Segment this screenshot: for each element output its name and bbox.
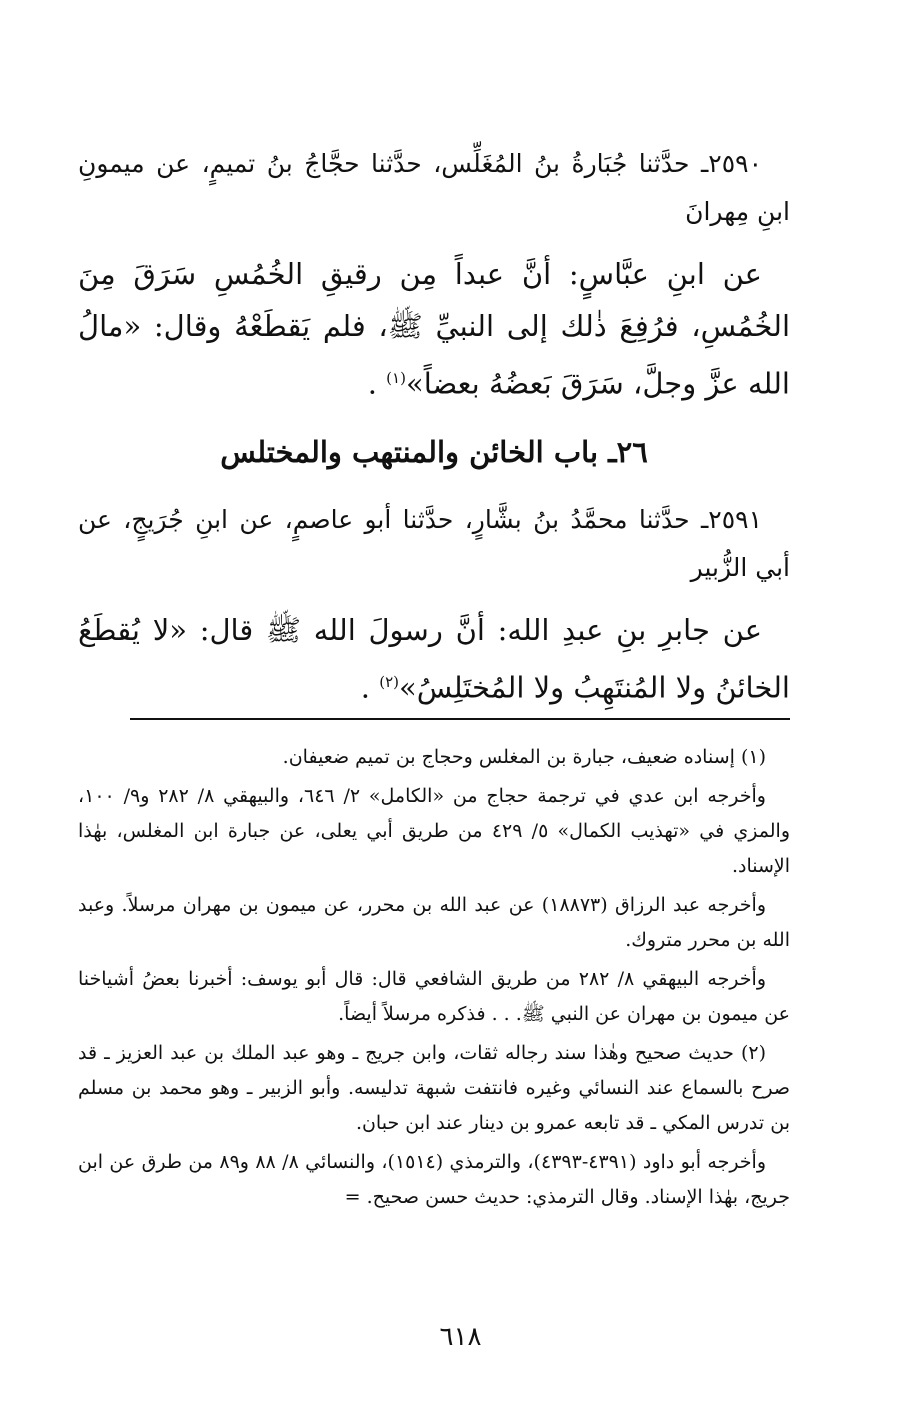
hadith-2590-matn: [78, 248, 790, 410]
hadith-2591-isnad: ٢٥٩١ـ حدَّثنا محمَّدُ بنُ بشَّارٍ، حدَّثنا أبو عاصمٍ، عن ابنِ جُرَيجٍ، عن أبي الزُّبير: [78, 504, 790, 582]
footnote-separator: [130, 718, 790, 720]
footnote-1-main: (١) إسناده ضعيف، جبارة بن المغلس وحجاج بن تميم ضعيفان.: [282, 746, 766, 768]
footnote-1-takhrij-b: وأخرجه عبد الرزاق (١٨٨٧٣) عن عبد الله بن محرر، عن ميمون بن مهران مرسلاً. وعبد الله بن محرر متروك.: [78, 894, 790, 951]
footnote-ref-1[interactable]: (١): [386, 369, 406, 387]
footnotes-section: [78, 740, 790, 1219]
footnote-2-takhrij: وأخرجه أبو داود (٤٣٩١-٤٣٩٣)، والترمذي (١٥١٤)، والنسائي ٨/ ٨٨ و٨٩ من طرق عن ابن جريج، بهٰذا الإسناد. وقال الترمذي: حديث حسن صحيح. =: [78, 1151, 790, 1208]
hadith-2590-end: .: [367, 366, 387, 401]
page-body: [78, 140, 790, 733]
footnote-1-takhrij-a: وأخرجه ابن عدي في ترجمة حجاج من «الكامل» ٢/ ٦٤٦، والبيهقي ٨/ ٢٨٢ و٩/ ١٠٠، والمزي في «تهذيب الكمال» ٥/ ٤٢٩ من طريق أبي يعلى، عن جبارة ابن المغلس، بهٰذا الإسناد.: [78, 785, 790, 877]
hadith-2591-end: .: [360, 670, 380, 705]
page-number: ٦١٨: [439, 1322, 482, 1352]
hadith-2591-text: عن جابرِ بنِ عبدِ الله: أنَّ رسولَ الله ﷺ قال: «لا يُقطَعُ الخائنُ ولا المُنتَهِبُ ولا المُختَلِسُ»: [78, 612, 790, 705]
footnote-ref-2[interactable]: (٢): [379, 672, 399, 691]
hadith-2591-matn: [78, 604, 790, 714]
hadith-2590-text: عن ابنِ عبَّاسٍ: أنَّ عبداً مِن رقيقِ الخُمُسِ سَرَقَ مِنَ الخُمُسِ، فرُفِعَ ذٰلك إلى النبيِّ ﷺ، فلم يَقطَعْهُ وقال: «مالُ الله عزَّ وجلَّ، سَرَقَ بَعضُهُ بعضاً»: [78, 257, 790, 401]
footnote-1-takhrij-c: وأخرجه البيهقي ٨/ ٢٨٢ من طريق الشافعي قال: قال أبو يوسف: أخبرنا بعضُ أشياخنا عن ميمون بن مهران عن النبي ﷺ. . . فذكره مرسلاً أيضاً.: [78, 968, 790, 1025]
chapter-title: ٢٦ـ باب الخائن والمنتهب والمختلس: [220, 434, 648, 469]
footnote-2-main: (٢) حديث صحيح وهٰذا سند رجاله ثقات، وابن جريج ـ وهو عبد الملك بن عبد العزيز ـ قد صرح بالسماع عند النسائي وغيره فانتفت شبهة تدليسه. وأبو الزبير ـ وهو محمد بن مسلم بن تدرس المكي ـ قد تابعه عمرو بن دينار عند ابن حبان.: [78, 1042, 790, 1134]
hadith-2590-isnad: ٢٥٩٠ـ حدَّثنا جُبَارةُ بنُ المُغَلِّس، حدَّثنا حجَّاجُ بنُ تميمٍ، عن ميمونِ ابنِ مِهرانَ: [78, 149, 790, 226]
